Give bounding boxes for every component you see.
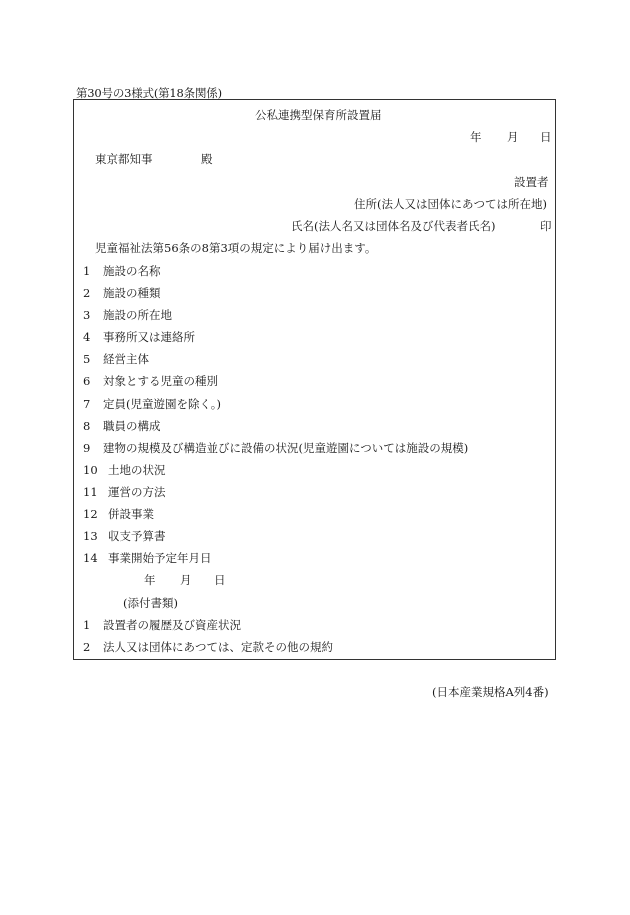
item-number: 1 (83, 618, 91, 632)
item-label: 設置者の履歴及び資産状況 (103, 618, 241, 632)
seal-mark: 印 (540, 219, 552, 233)
list-item (83, 551, 212, 565)
list-item (83, 441, 468, 455)
item-label: 施設の所在地 (103, 308, 172, 322)
item-label: 定員(児童遊園を除く。) (103, 397, 221, 411)
item-label: 事務所又は連絡所 (103, 330, 195, 344)
form-title: 公私連携型保育所設置届 (255, 108, 382, 122)
item-number: 11 (83, 485, 98, 499)
item-number: 7 (83, 397, 91, 411)
item-number: 6 (83, 374, 91, 388)
paper-size-note: (日本産業規格A列4番) (432, 685, 549, 699)
item-label: 運営の方法 (108, 485, 166, 499)
founder-name: 氏名(法人名又は団体名及び代表者氏名) (291, 219, 496, 233)
list-item (83, 640, 333, 654)
list-item (83, 264, 161, 278)
item-label: 対象とする児童の種別 (103, 374, 218, 388)
list-item (83, 308, 172, 322)
item-label: 施設の種類 (103, 286, 161, 300)
attachments-heading: (添付書類) (123, 596, 178, 610)
list-item (83, 485, 166, 499)
item-number: 3 (83, 308, 91, 322)
date-month: 月 (507, 130, 519, 144)
list-item (83, 618, 241, 632)
item-number: 8 (83, 419, 91, 433)
item-number: 14 (83, 551, 98, 565)
start-date-month: 月 (180, 573, 192, 587)
founder-address: 住所(法人又は団体にあつては所在地) (354, 197, 547, 211)
list-item (83, 330, 195, 344)
date-day: 日 (540, 130, 552, 144)
item-number: 13 (83, 529, 98, 543)
item-number: 2 (83, 640, 91, 654)
list-item (83, 352, 149, 366)
item-number: 10 (83, 463, 98, 477)
item-label: 事業開始予定年月日 (108, 551, 212, 565)
list-item (83, 397, 221, 411)
item-number: 4 (83, 330, 91, 344)
date-year: 年 (470, 130, 482, 144)
list-item (83, 419, 161, 433)
list-item (83, 286, 161, 300)
notification-form (73, 99, 556, 660)
form-number-label: 第30号の3様式(第18条関係) (76, 86, 222, 100)
item-number: 5 (83, 352, 91, 366)
founder-label: 設置者 (514, 175, 549, 189)
item-number: 2 (83, 286, 91, 300)
item-label: 施設の名称 (103, 264, 161, 278)
start-date-day: 日 (214, 573, 226, 587)
addressee-honorific: 殿 (201, 152, 213, 166)
item-number: 1 (83, 264, 91, 278)
item-label: 併設事業 (108, 507, 154, 521)
item-label: 収支予算書 (108, 529, 166, 543)
item-label: 法人又は団体にあつては、定款その他の規約 (103, 640, 333, 654)
list-item (83, 507, 154, 521)
statement: 児童福祉法第56条の8第3項の規定により届け出ます。 (95, 241, 377, 255)
list-item (83, 529, 166, 543)
item-number: 12 (83, 507, 98, 521)
list-item (83, 374, 218, 388)
item-label: 土地の状況 (108, 463, 166, 477)
item-label: 建物の規模及び構造並びに設備の状況(児童遊園については施設の規模) (103, 441, 469, 455)
list-item (83, 463, 166, 477)
item-label: 職員の構成 (103, 419, 161, 433)
start-date-year: 年 (144, 573, 156, 587)
item-label: 経営主体 (103, 352, 149, 366)
item-number: 9 (83, 441, 91, 455)
addressee-name: 東京都知事 (95, 152, 153, 166)
